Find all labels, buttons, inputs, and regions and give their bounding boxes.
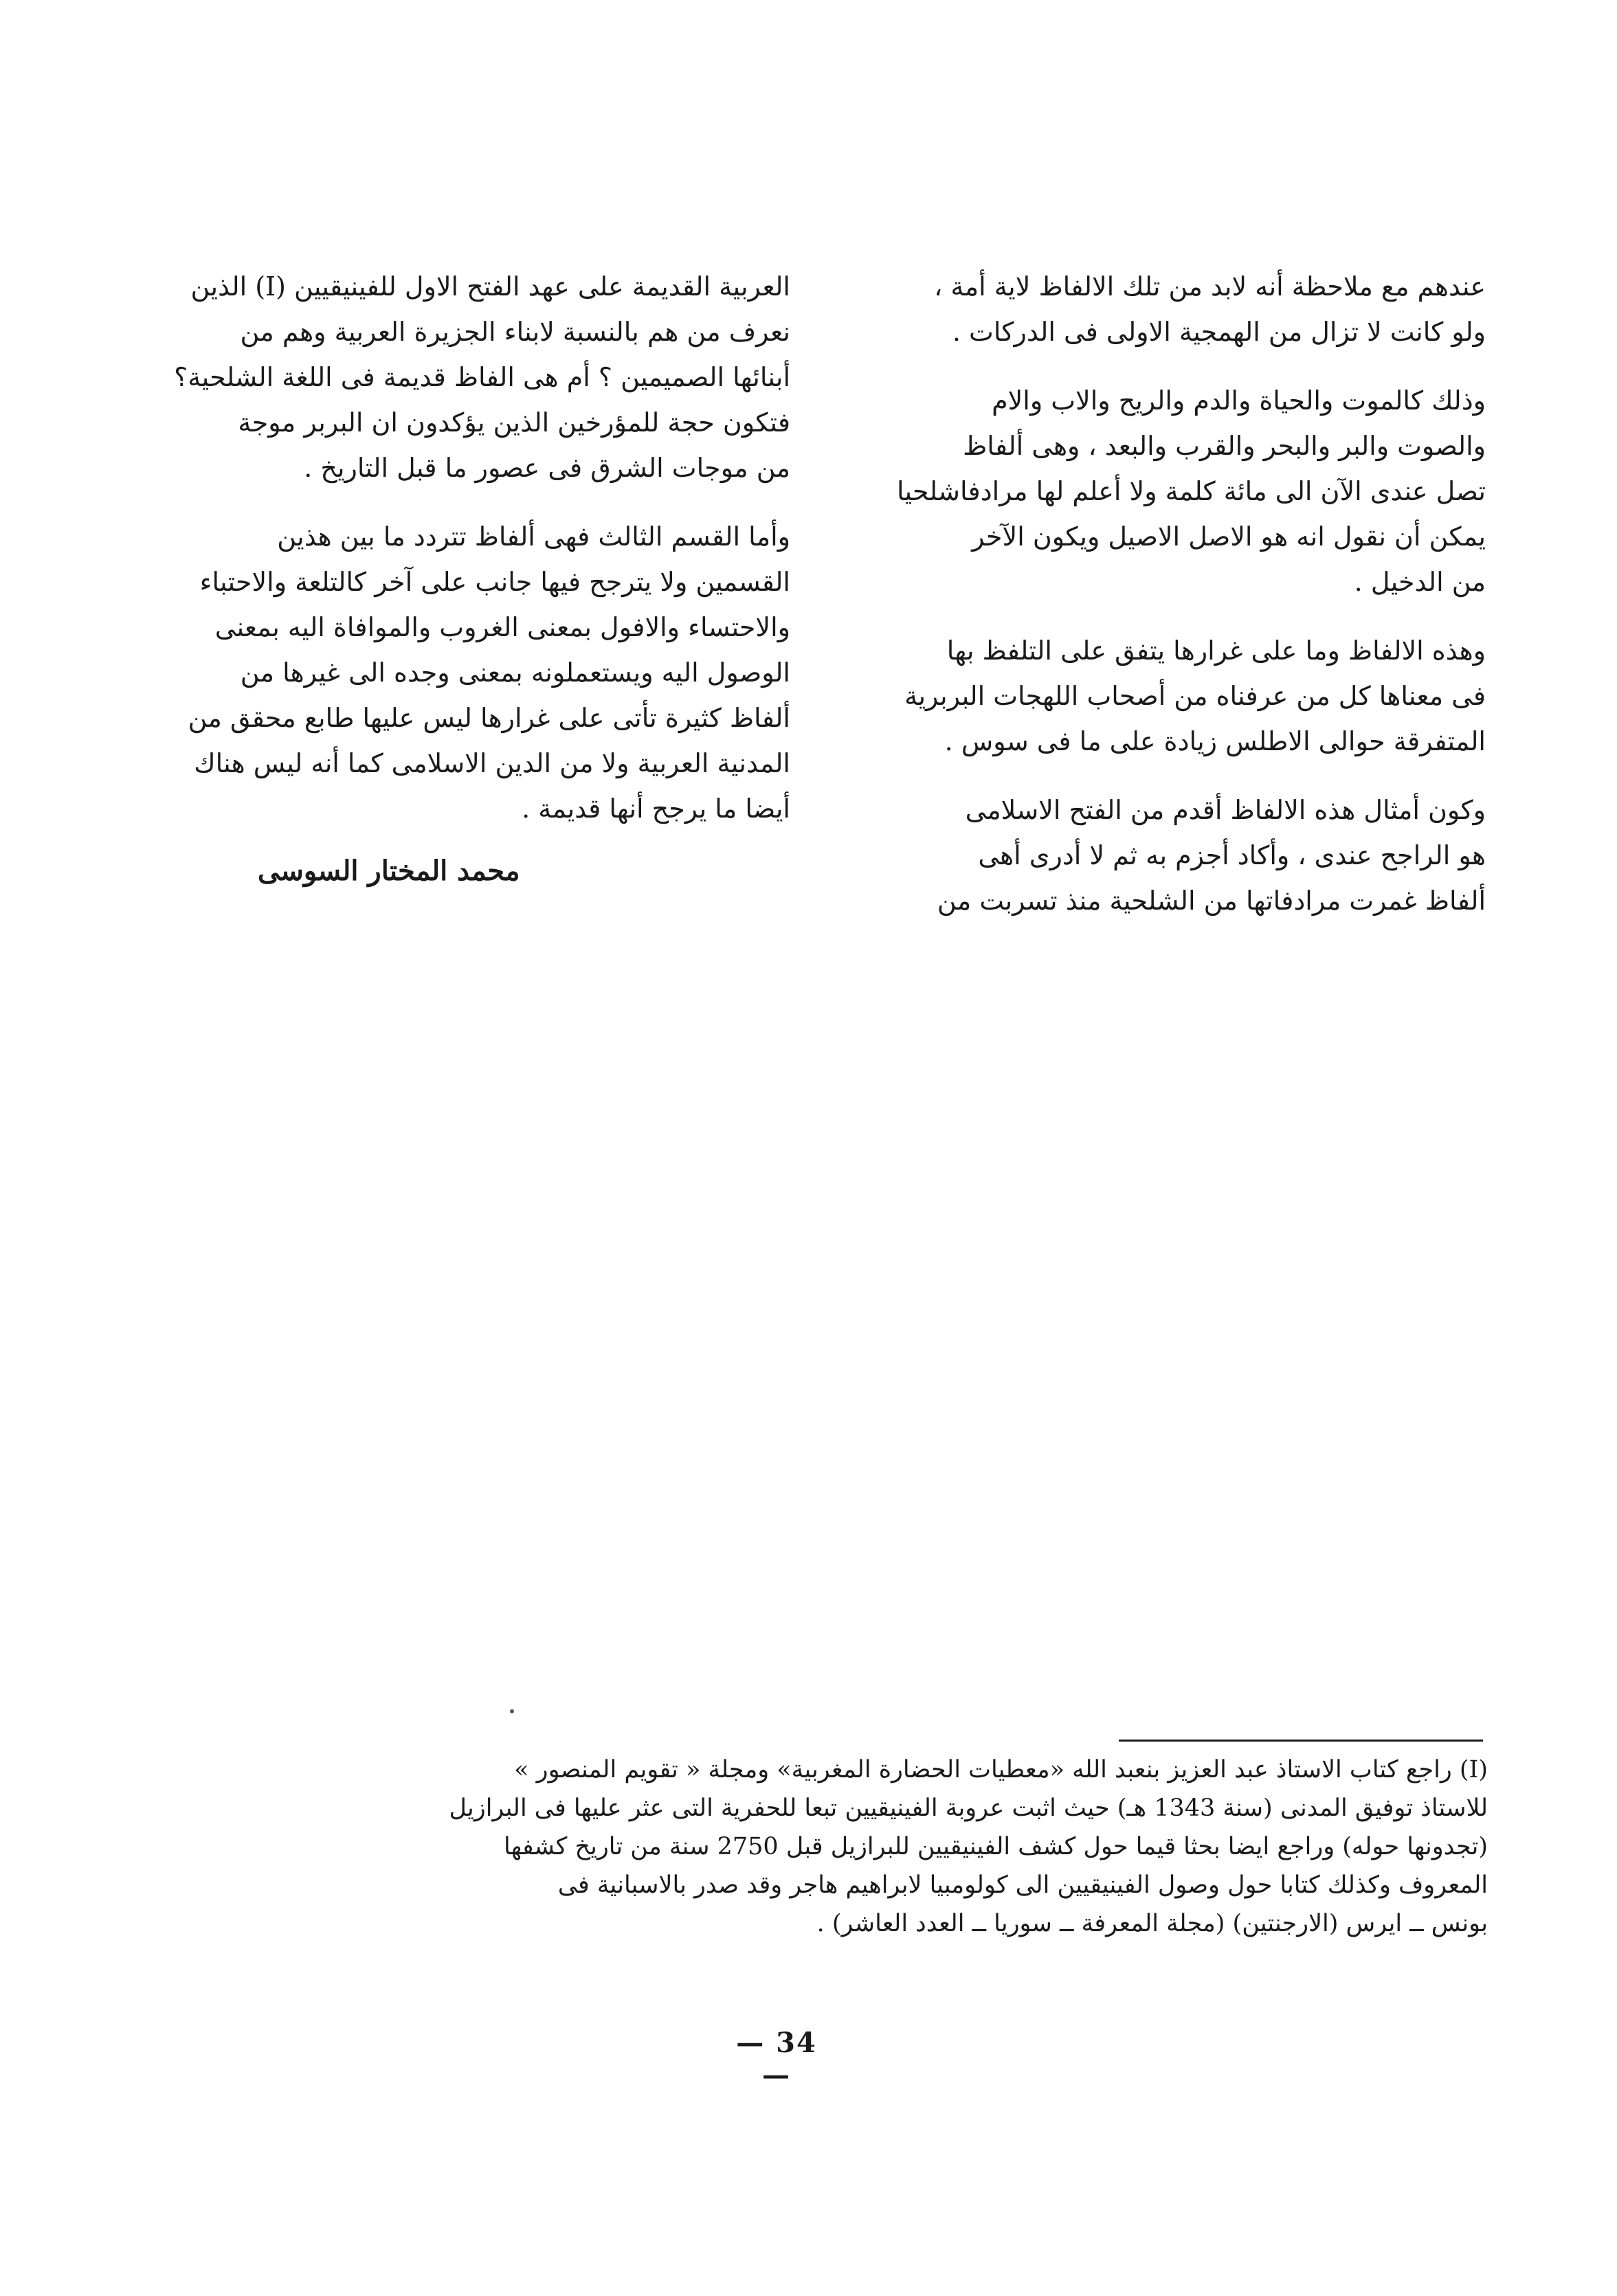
left-text-line: فتكون حجة للمؤرخين الذين يؤكدون ان البربر موجة — [238, 407, 790, 438]
left-text-line: العربية القديمة على عهد الفتح الاول للفينيقيين (I) الذين — [190, 271, 790, 302]
left-text-line: من موجات الشرق فى عصور ما قبل التاريخ . — [304, 453, 790, 483]
right-text-line: وكون أمثال هذه الالفاظ أقدم من الفتح الاسلامى — [965, 795, 1486, 825]
footnote — [117, 1751, 1488, 1943]
left-text-line: المدنية العربية ولا من الدين الاسلامى كما أنه ليس هناك — [194, 748, 790, 778]
author-signature: محمد المختار السوسى — [258, 855, 520, 887]
footnote-divider — [1119, 1740, 1483, 1742]
right-text-line: ولو كانت لا تزال من الهمجية الاولى فى الدركات . — [952, 317, 1486, 347]
right-text-line: من الدخيل . — [1354, 567, 1486, 597]
right-column — [847, 264, 1486, 923]
footnote-line: (تجدونها حوله) وراجع ايضا بحثا قيما حول كشف الفينيقيين للبرازيل قبل 2750 سنة من تاريخ كشفها — [504, 1833, 1488, 1860]
left-text-line: وأما القسم الثالث فهى ألفاظ تتردد ما بين هذين — [277, 521, 790, 552]
page-number: — 34 — — [736, 2027, 817, 2091]
footnote-line: المعروف وكذلك كتابا حول وصول الفينيقيين الى كولومبيا لابراهيم هاجر وقد صدر بالاسبانية فى — [557, 1871, 1488, 1899]
left-text-line: والاحتساء والافول بمعنى الغروب والموافاة اليه بمعنى — [214, 612, 790, 642]
right-text-line: وذلك كالموت والحياة والدم والريح والاب والام — [992, 385, 1486, 416]
right-text-line: والصوت والبر والبحر والقرب والبعد ، وهى ألفاظ — [963, 431, 1486, 461]
left-text-line: أيضا ما يرجح أنها قديمة . — [522, 794, 790, 824]
left-text-line: ألفاظ كثيرة تأتى على غرارها ليس عليها طابع محقق من — [188, 703, 790, 733]
right-text-line: تصل عندى الآن الى مائة كلمة ولا أعلم لها مرادفاشلحيا — [896, 476, 1486, 506]
left-text-line: أبنائها الصميمين ؟ أم هى الفاظ قديمة فى اللغة الشلحية؟ — [174, 362, 790, 392]
right-text-line: المتفرقة حوالى الاطلس زيادة على ما فى سوس . — [944, 726, 1486, 756]
right-text-line: هو الراجح عندى ، وأكاد أجزم به ثم لا أدرى أهى — [978, 840, 1486, 870]
right-text-line: ألفاظ غمرت مرادفاتها من الشلحية منذ تسربت من — [937, 886, 1486, 916]
scan-speck — [510, 1709, 514, 1713]
footnote-line: (I) راجع كتاب الاستاذ عبد العزيز بنعبد الله «معطيات الحضارة المغربية» ومجلة « تقويم المنصور » — [514, 1756, 1488, 1783]
right-text-line: يمكن أن نقول انه هو الاصل الاصيل ويكون الآخر — [972, 521, 1486, 552]
left-text-line: القسمين ولا يترجح فيها جانب على آخر كالتلعة والاحتباء — [199, 567, 790, 597]
right-text-line: وهذه الالفاظ وما على غرارها يتفق على التلفظ بها — [946, 635, 1486, 666]
footnote-line: بونس ــ ايرس (الارجنتين) (مجلة المعرفة ــ سوريا ــ العدد العاشر) . — [816, 1910, 1488, 1937]
left-text-line: الوصول اليه ويستعملونه بمعنى وجده الى غيرها من — [240, 657, 790, 688]
left-column — [134, 264, 790, 892]
left-text-line: نعرف من هم بالنسبة لابناء الجزيرة العربية وهم من — [240, 317, 790, 347]
right-text-line: عندهم مع ملاحظة أنه لابد من تلك الالفاظ لاية أمة ، — [934, 271, 1486, 302]
right-text-line: فى معناها كل من عرفناه من أصحاب اللهجات البربرية — [904, 681, 1486, 711]
footnote-line: للاستاذ توفيق المدنى (سنة 1343 هـ) حيث اثبت عروبة الفينيقيين تبعا للحفرية التى عثر عليها فى البرازيل — [449, 1794, 1488, 1822]
